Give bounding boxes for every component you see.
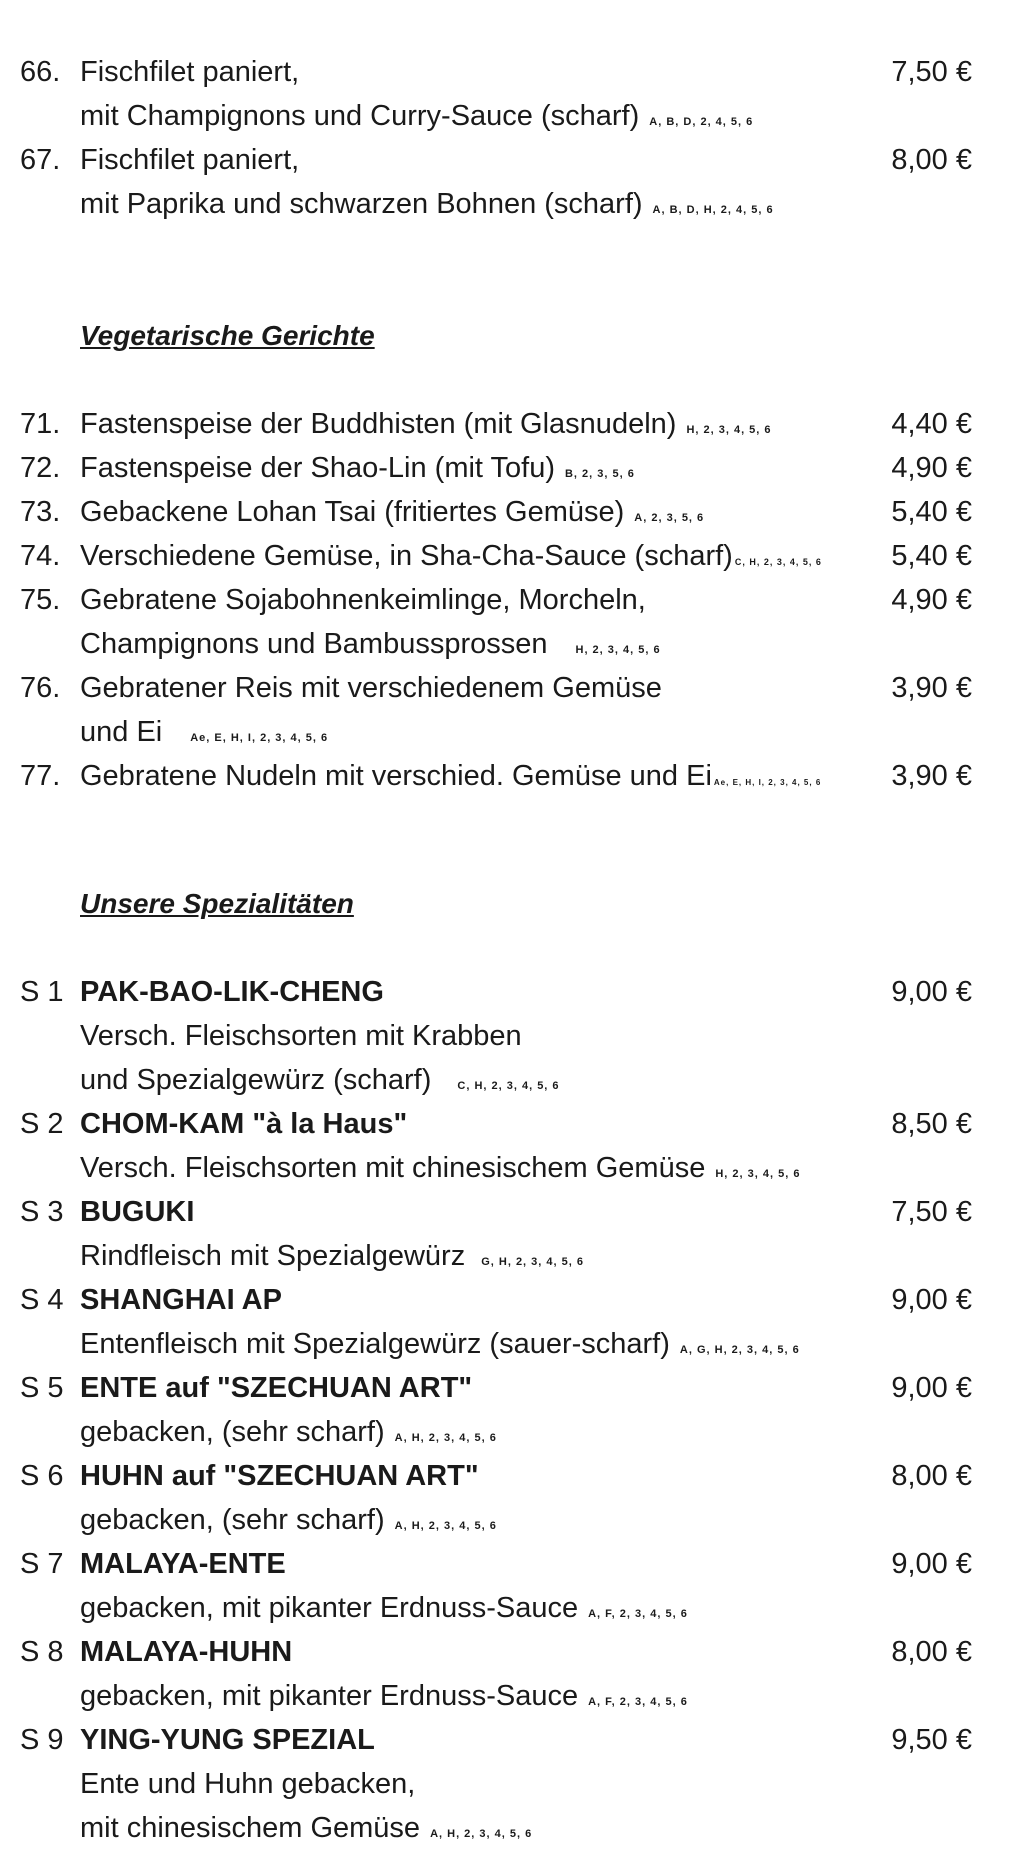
item-number: S 8	[20, 1636, 64, 1668]
item-name: BUGUKI	[80, 1196, 195, 1228]
allergen-codes: A, F, 2, 3, 4, 5, 6	[588, 1696, 688, 1708]
allergen-codes: H, 2, 3, 4, 5, 6	[715, 1168, 801, 1180]
allergen-codes: Ae, E, H, I, 2, 3, 4, 5, 6	[190, 732, 329, 744]
special-item-s7	[0, 1542, 1024, 1630]
allergen-codes: H, 2, 3, 4, 5, 6	[575, 644, 661, 656]
allergen-codes: A, B, D, 2, 4, 5, 6	[649, 116, 754, 128]
allergen-codes: G, H, 2, 3, 4, 5, 6	[481, 1256, 584, 1268]
allergen-codes: A, F, 2, 3, 4, 5, 6	[588, 1608, 688, 1620]
item-name: Gebratener Reis mit verschiedenem Gemüse	[80, 672, 662, 704]
item-price: 8,00 €	[891, 1636, 972, 1668]
item-number: 73.	[20, 496, 61, 528]
menu-item-77	[0, 754, 1024, 798]
special-item-s2	[0, 1102, 1024, 1190]
item-number: S 5	[20, 1372, 64, 1404]
menu-item-74	[0, 534, 1024, 578]
item-price: 4,90 €	[891, 584, 972, 616]
item-number: S 7	[20, 1548, 64, 1580]
item-description: Versch. Fleischsorten mit Krabben	[80, 1020, 522, 1052]
menu-item-75	[0, 578, 1024, 666]
item-number: S 2	[20, 1108, 64, 1140]
item-price: 8,00 €	[891, 144, 972, 176]
item-price: 7,50 €	[891, 1196, 972, 1228]
item-description: mit chinesischem Gemüse	[80, 1812, 421, 1844]
item-description: gebacken, (sehr scharf)	[80, 1504, 385, 1536]
item-price: 3,90 €	[891, 672, 972, 704]
item-description: und Spezialgewürz (scharf)	[80, 1064, 432, 1096]
allergen-codes: A, H, 2, 3, 4, 5, 6	[430, 1828, 533, 1840]
item-number: 75.	[20, 584, 61, 616]
item-description: gebacken, mit pikanter Erdnuss-Sauce	[80, 1592, 579, 1624]
item-price: 9,00 €	[891, 1548, 972, 1580]
item-price: 9,00 €	[891, 1284, 972, 1316]
menu-item-66	[0, 50, 1024, 138]
item-number: S 9	[20, 1724, 64, 1756]
allergen-codes: C, H, 2, 3, 4, 5, 6	[457, 1080, 560, 1092]
item-number: S 6	[20, 1460, 64, 1492]
allergen-codes: A, B, D, H, 2, 4, 5, 6	[652, 204, 774, 216]
item-description: gebacken, mit pikanter Erdnuss-Sauce	[80, 1680, 579, 1712]
item-description: Versch. Fleischsorten mit chinesischem Gemüse	[80, 1152, 706, 1184]
item-name: Fastenspeise der Buddhisten (mit Glasnudeln)	[80, 408, 677, 440]
menu-item-71	[0, 402, 1024, 446]
item-name: Fastenspeise der Shao-Lin (mit Tofu)	[80, 452, 555, 484]
allergen-codes: B, 2, 3, 5, 6	[564, 468, 635, 480]
item-name: Verschiedene Gemüse, in Sha-Cha-Sauce (scharf)	[80, 540, 733, 572]
item-description: Champignons und Bambussprossen	[80, 628, 548, 660]
item-name: Fischfilet paniert,	[80, 56, 300, 88]
item-price: 4,40 €	[891, 408, 972, 440]
menu-item-73	[0, 490, 1024, 534]
item-description: und Ei	[80, 716, 163, 748]
allergen-codes: Ae, E, H, I, 2, 3, 4, 5, 6	[713, 778, 822, 787]
item-description: Rindfleisch mit Spezialgewürz	[80, 1240, 466, 1272]
item-name: PAK-BAO-LIK-CHENG	[80, 976, 384, 1008]
item-price: 9,00 €	[891, 1372, 972, 1404]
item-name: ENTE auf "SZECHUAN ART"	[80, 1372, 473, 1404]
item-name: MALAYA-ENTE	[80, 1548, 286, 1580]
item-description: Ente und Huhn gebacken,	[80, 1768, 416, 1800]
item-name: CHOM-KAM "à la Haus"	[80, 1108, 408, 1140]
item-name: Fischfilet paniert,	[80, 144, 300, 176]
item-price: 9,50 €	[891, 1724, 972, 1756]
item-name: MALAYA-HUHN	[80, 1636, 293, 1668]
special-item-s6	[0, 1454, 1024, 1542]
item-number: S 3	[20, 1196, 64, 1228]
item-price: 7,50 €	[891, 56, 972, 88]
menu-item-72	[0, 446, 1024, 490]
allergen-codes: A, H, 2, 3, 4, 5, 6	[394, 1432, 497, 1444]
item-number: S 4	[20, 1284, 64, 1316]
item-description: mit Champignons und Curry-Sauce (scharf)	[80, 100, 640, 132]
special-item-s4	[0, 1278, 1024, 1366]
item-number: 71.	[20, 408, 61, 440]
special-item-s1	[0, 970, 1024, 1102]
special-item-s9	[0, 1718, 1024, 1850]
special-item-s8	[0, 1630, 1024, 1718]
item-name: YING-YUNG SPEZIAL	[80, 1724, 375, 1756]
item-description: Entenfleisch mit Spezialgewürz (sauer-scharf)	[80, 1328, 670, 1360]
item-price: 4,90 €	[891, 452, 972, 484]
allergen-codes: H, 2, 3, 4, 5, 6	[686, 424, 772, 436]
item-name: Gebratene Sojabohnenkeimlinge, Morcheln,	[80, 584, 646, 616]
section-heading-specials: Unsere Spezialitäten	[80, 888, 354, 919]
allergen-codes: A, 2, 3, 5, 6	[634, 512, 705, 524]
item-number: 77.	[20, 760, 61, 792]
menu-item-76	[0, 666, 1024, 754]
item-description: mit Paprika und schwarzen Bohnen (scharf)	[80, 188, 643, 220]
item-number: S 1	[20, 976, 64, 1008]
item-name: Gebratene Nudeln mit verschied. Gemüse und Ei	[80, 760, 712, 792]
special-item-s3	[0, 1190, 1024, 1278]
item-name: HUHN auf "SZECHUAN ART"	[80, 1460, 479, 1492]
item-price: 5,40 €	[891, 540, 972, 572]
item-name: Gebackene Lohan Tsai (fritiertes Gemüse)	[80, 496, 625, 528]
item-number: 72.	[20, 452, 61, 484]
item-price: 9,00 €	[891, 976, 972, 1008]
item-number: 67.	[20, 144, 61, 176]
allergen-codes: A, H, 2, 3, 4, 5, 6	[394, 1520, 497, 1532]
item-number: 76.	[20, 672, 61, 704]
allergen-codes: A, G, H, 2, 3, 4, 5, 6	[679, 1344, 800, 1356]
item-price: 8,00 €	[891, 1460, 972, 1492]
special-item-s5	[0, 1366, 1024, 1454]
allergen-codes: C, H, 2, 3, 4, 5, 6	[734, 557, 822, 567]
item-name: SHANGHAI AP	[80, 1284, 282, 1316]
item-price: 8,50 €	[891, 1108, 972, 1140]
section-heading-vegetarian: Vegetarische Gerichte	[80, 320, 375, 351]
item-number: 66.	[20, 56, 61, 88]
menu-item-67	[0, 138, 1024, 226]
item-price: 3,90 €	[891, 760, 972, 792]
item-price: 5,40 €	[891, 496, 972, 528]
item-number: 74.	[20, 540, 61, 572]
item-description: gebacken, (sehr scharf)	[80, 1416, 385, 1448]
